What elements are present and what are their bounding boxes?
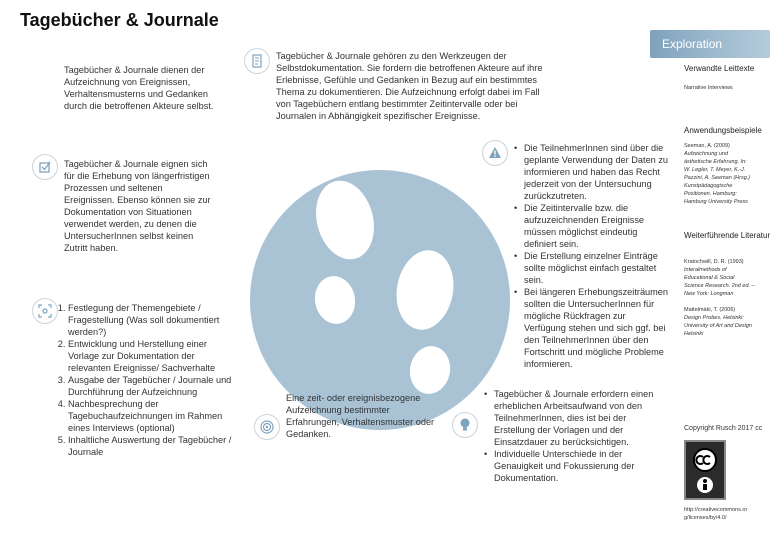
examples-heading: Anwendungsbeispiele	[684, 126, 762, 135]
copyright-text: Copyright Rusch 2017 cc	[684, 425, 763, 432]
step-item: 5. Inhaltliche Auswertung der Tagebücher / Journale	[68, 434, 236, 458]
creative-commons-badge	[684, 440, 726, 500]
definition-text: Tagebücher & Journale dienen der Aufzeichnung von Ereignissen, Verhaltensmusterns und Gedanken durch die betroffenen Akteure selbst.	[64, 65, 214, 111]
related-item: Narrative Interviews	[684, 85, 733, 91]
step-item: 4. Nachbesprechung der Tagebuchaufzeichnungen im Rahmen eines Interviews (optional)	[68, 398, 236, 434]
warning-item: • Die Zeitintervalle bzw. die aufzuzeichnenden Ereignisse müssen möglichst eindeutig definiert sein.	[514, 202, 670, 250]
steps-list	[48, 302, 236, 458]
step-item: 3. Ausgabe der Tagebücher / Journale und Durchführung der Aufzeichnung	[68, 374, 236, 398]
exploration-badge	[650, 30, 770, 58]
warning-item: • Die Erstellung einzelner Einträge sollte möglichst einfach gestaltet sein.	[514, 250, 670, 286]
lightbulb-icon	[458, 417, 472, 433]
suitability-text: Tagebücher & Journale eignen sich für die Erhebung von längerfristigen Prozessen und seltenen Ereignissen. Ebenso können sie zur Dokumentation von Situationen verwendet werden, zu denen die UntersucherInnen selbst keinen Zutritt haben.	[64, 159, 211, 253]
warning-item: • Bei längeren Erhebungszeiträumen sollten die UntersucherInnen für mögliche Rückfragen zur Verfügung stehen und sich ggf. bei den TeilnehmerInnen über den Fortschritt und mögliche Probleme informieren.	[514, 286, 670, 370]
tip-item: • Individuelle Unterschiede in der Genauigkeit und Fokussierung der Dokumentation.	[484, 448, 654, 484]
warnings-list	[514, 142, 670, 370]
step-item: 2. Entwicklung und Herstellung einer Vorlage zur Dokumentation der relevanten Ereignisse/ Sachverhalte	[68, 338, 236, 374]
lightbulb-icon-container	[452, 412, 478, 438]
further-heading: Weiterführende Literatur	[684, 231, 771, 240]
exploration-label: Exploration	[662, 37, 723, 51]
intro-text: Tagebücher & Journale gehören zu den Werkzeugen der Selbstdokumentation. Sie fordern die betroffenen Akteure auf ihre Erlebnisse, Gefühle und Gedanken in Bezug auf ein bestimmtes Thema zu dokumentieren. Die Aufzeichnung erfolgt dabei im Fall von Tagebüchern entlang bestimmter Zeitintervalle oder bei Journalen in Abhängigkeit spezifischer Ereignisse.	[276, 51, 543, 121]
page-title: Tagebücher & Journale	[20, 10, 219, 30]
warning-icon	[488, 146, 502, 160]
document-icon-container	[244, 48, 270, 74]
warning-item: • Die TeilnehmerInnen sind über die geplante Verwendung der Daten zu informieren und haben das Recht jederzeit von der Untersuchung zurückzutreten.	[514, 142, 670, 202]
by-person-icon	[696, 476, 714, 494]
license-url-link[interactable]: http://creativecommons.or g/licenses/by/4.0/	[684, 507, 748, 521]
footprint-disc	[250, 170, 510, 430]
target-icon	[259, 419, 275, 435]
related-heading: Verwandte Leittexte	[684, 64, 755, 73]
tips-list	[484, 388, 654, 484]
examples-reference: Seeman, A. (2009) Aufzeichnung und ästhetische Erfahrung. In: W. Legler, T. Meyer, K.-J. Pazzini, A. Seeman (Hrsg.) Kunstpädagogische Positionen. Hamburg: Hamburg University Press	[684, 143, 751, 205]
checkbox-icon	[38, 160, 52, 174]
further-reference-2: Mattelmäki, T. (2006) Design Probes. Helsinki: University of Art and Design Helsinki	[684, 307, 752, 337]
further-reference-1: Kratochwill, D. R. (1993) Interalmethods of Educational & Social Science Research. 2nd ed. – New York: Longman	[684, 259, 755, 297]
warning-icon-container	[482, 140, 508, 166]
checkbox-icon-container	[32, 154, 58, 180]
document-icon	[251, 54, 263, 68]
cc-logo-icon	[692, 447, 718, 473]
tip-item: • Tagebücher & Journale erfordern einen erheblichen Arbeitsaufwand von den TeilnehmerInnen, dies ist bei der Erstellung der Vorlagen und der Einsatzdauer zu berücksichtigen.	[484, 388, 654, 448]
target-icon-container	[254, 414, 280, 440]
step-item: 1. Festlegung der Themengebiete / Fragestellung (Was soll dokumentiert werden?)	[68, 302, 236, 338]
goal-text: Eine zeit- oder ereignisbezogene Aufzeichnung bestimmter Erfahrungen, Verhaltensmuster oder Gedanken.	[286, 393, 435, 439]
